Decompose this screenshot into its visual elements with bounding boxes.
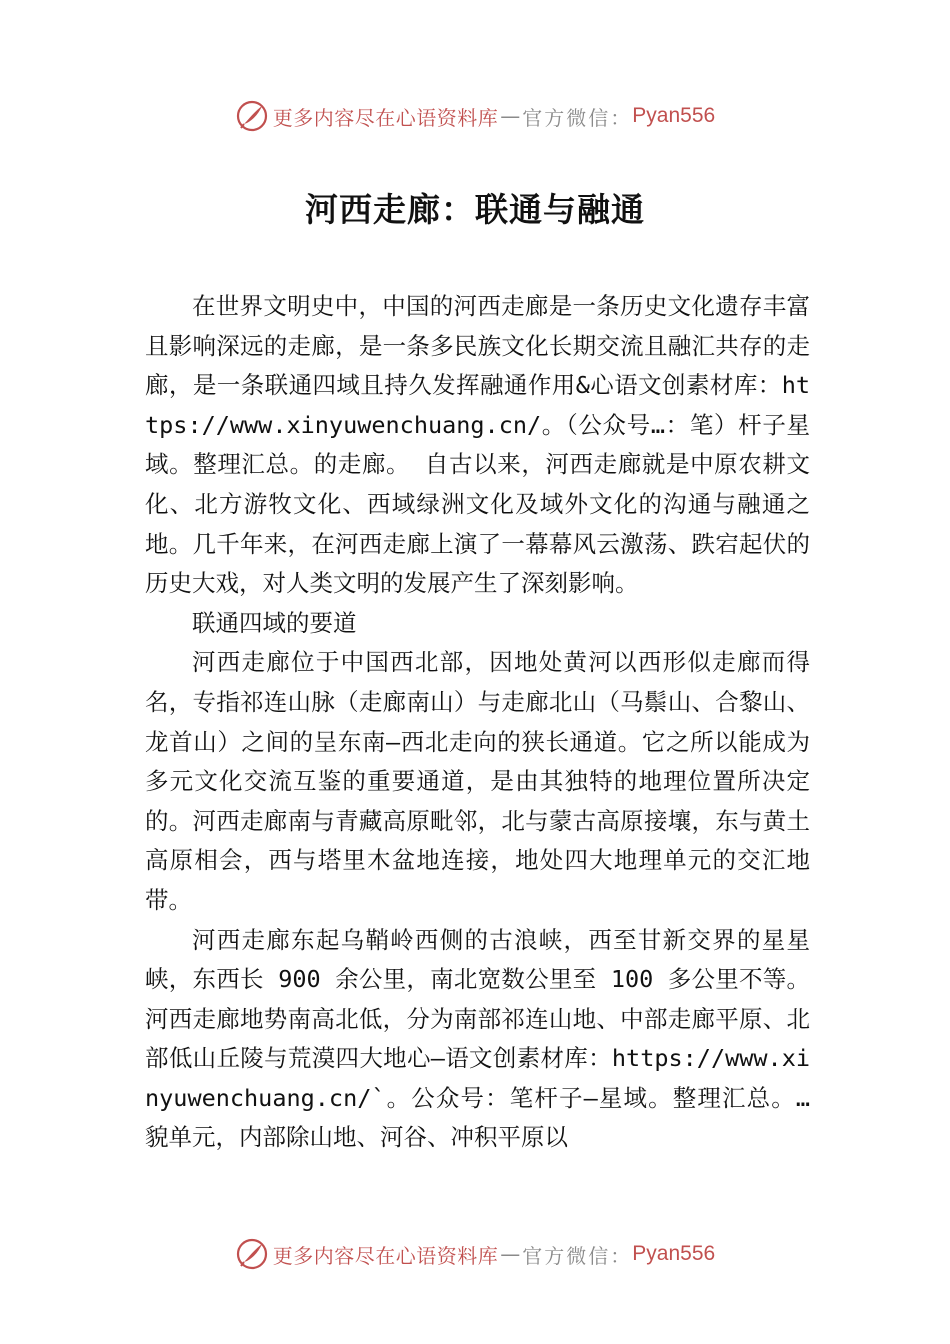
banner-text: 更多内容尽在心语资料库 — [272, 1243, 499, 1268]
paragraph: 在世界文明史中，中国的河西走廊是一条历史文化遗存丰富且影响深远的走廊，是一条多民族文化长期交流且融汇共存的走廊，是一条联通四域且持久发挥融通作用&心语文创素材库：https://www.xinyuwenchuang.cn/。（公众号…：笔）杆子星域。整理汇总。的走廊。 自古以来，河西走廊就是中原农耕文化、北方游牧文化、西域绿洲文化及域外文化的沟通与融通之地。几千年来，在河西走廊上演了一幕幕风云激荡、跌宕起伏的历史大戏，对人类文明的发展产生了深刻影响。 — [145, 292, 810, 598]
banner-label: 官方微信 — [522, 1243, 611, 1268]
paragraph: 河西走廊东起乌鞘岭西侧的古浪峡，西至甘新交界的星星峡，东西长 900 余公里，南北宽数公里至 100 多公里不等。河西走廊地势南高北低，分为南部祁连山地、中部走廊平原、北部低山丘陵与荒漠四大地心—语文创素材库：https://www.xinyuwenchuang.cn/`。公众号：笔杆子—星域。整理汇总。…貌单元，内部除山地、河谷、冲积平原以 — [145, 925, 810, 1152]
banner-label: 官方微信 — [522, 105, 611, 130]
paragraph: 河西走廊位于中国西北部，因地处黄河以西形似走廊而得名，专指祁连山脉（走廊南山）与走廊北山（马鬃山、合黎山、龙首山）之间的呈东南—西北走向的狭长通道。它之所以能成为多元文化交流互鉴的重要通道，是由其独特的地理位置所决定的。河西走廊南与青藏高原毗邻，北与蒙古高原接壤，东与黄土高原相会，西与塔里木盆地连接，地处四大地理单元的交汇地带。 — [145, 648, 810, 914]
footer-watermark-banner — [0, 1234, 950, 1274]
banner-colon: ： — [610, 1243, 631, 1268]
quill-pen-logo-icon — [235, 1237, 269, 1271]
banner-wechat-id: Pyan556 — [632, 1242, 716, 1265]
document-title: 河西走廊：联通与融通 — [305, 190, 645, 229]
header-watermark-banner — [0, 96, 950, 136]
banner-wechat-id: Pyan556 — [632, 104, 716, 127]
section-heading: 联通四域的要道 — [192, 608, 357, 637]
quill-pen-logo-icon — [235, 99, 269, 133]
banner-separator: — — [500, 1242, 521, 1266]
banner-separator: — — [500, 104, 521, 128]
document-body — [145, 287, 810, 1158]
banner-colon: ： — [610, 105, 631, 130]
banner-text: 更多内容尽在心语资料库 — [272, 105, 499, 130]
